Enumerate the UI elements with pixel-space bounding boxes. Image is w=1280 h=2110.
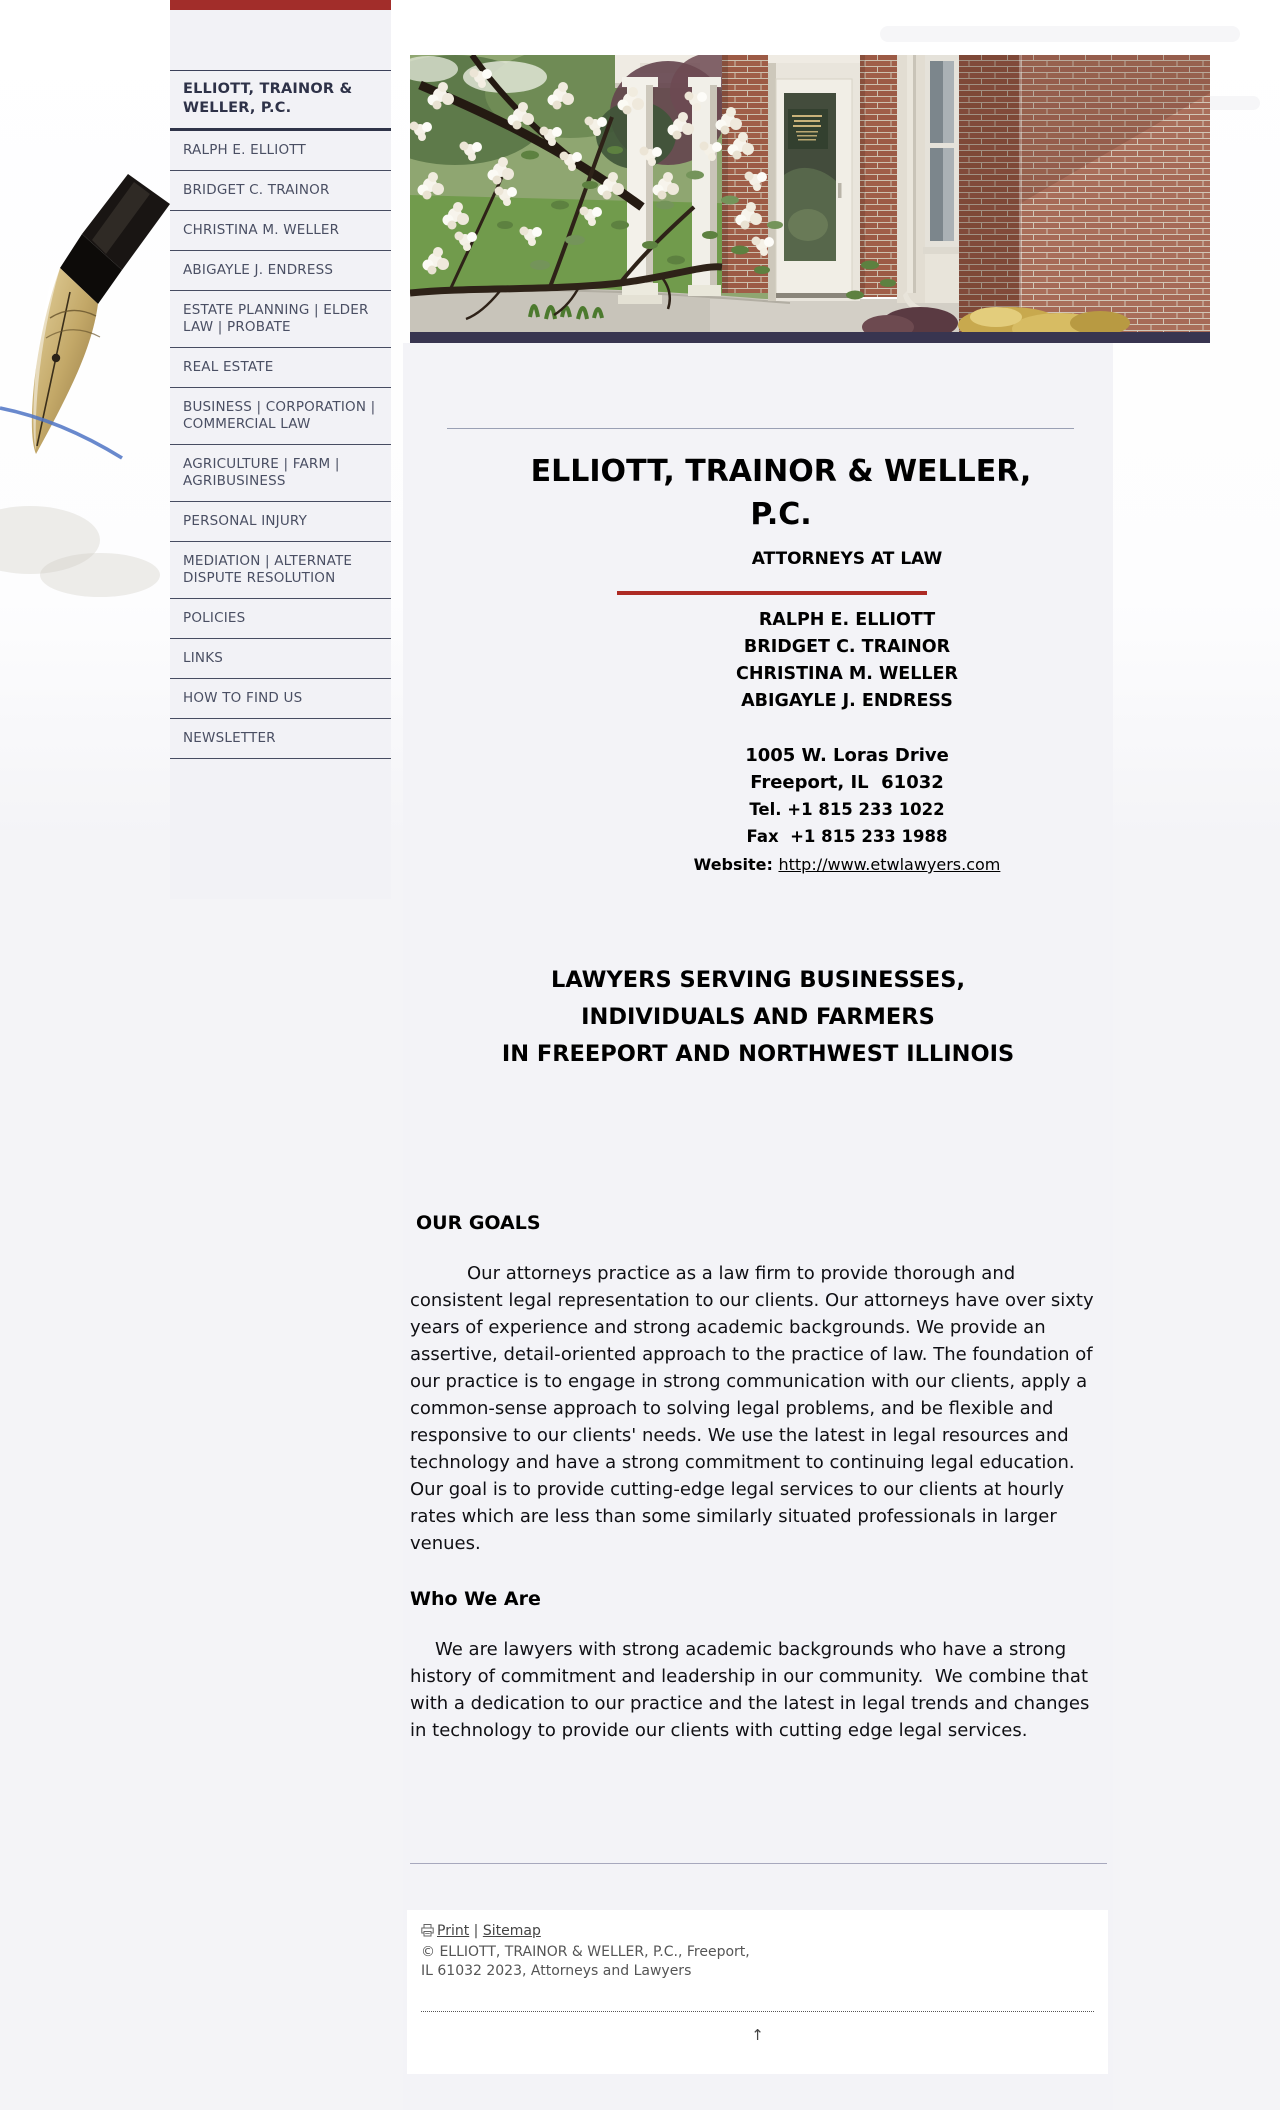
phone-number: Tel. +1 815 233 1022 — [749, 800, 945, 819]
printer-icon — [421, 1924, 434, 1937]
website-line — [581, 850, 1113, 879]
footer — [407, 1910, 1108, 2074]
office-entrance-photo — [410, 55, 1210, 332]
attorney-name: RALPH E. ELLIOTT — [758, 610, 936, 630]
sidebar-item-bridget-trainor[interactable]: BRIDGET C. TRAINOR — [170, 171, 391, 211]
tagline-line2: INDIVIDUALS AND FARMERS — [581, 1004, 935, 1030]
attorney-name: CHRISTINA M. WELLER — [736, 664, 958, 684]
red-divider — [617, 591, 927, 595]
banner-navy-bar — [410, 332, 1210, 343]
firm-name-line2: P.C. — [750, 497, 812, 532]
copyright-text: © ELLIOTT, TRAINOR & WELLER, P.C., Freeport, IL 61032 2023, Attorneys and Lawyers — [421, 1944, 750, 1979]
sidebar-item-business-law[interactable]: BUSINESS | CORPORATION | COMMERCIAL LAW — [170, 388, 391, 445]
attorney-name: ABIGAYLE J. ENDRESS — [741, 691, 953, 711]
attorney-list — [403, 607, 1113, 715]
sidebar-item-agriculture[interactable]: AGRICULTURE | FARM | AGRIBUSINESS — [170, 445, 391, 502]
firm-header — [403, 450, 1113, 879]
fax-number: Fax +1 815 233 1988 — [746, 827, 948, 846]
print-link[interactable]: Print — [437, 1923, 470, 1939]
fountain-pen-image — [0, 170, 190, 600]
main-copy — [410, 1212, 1107, 1744]
back-to-top-arrow[interactable]: ↑ — [751, 2026, 764, 2044]
who-we-are-paragraph: We are lawyers with strong academic backgrounds who have a strong history of commitment and leadership in our community. We combine that with a dedication to our practice and the latest in legal trends and changes in technology to provide our clients with cutting edge legal services. — [410, 1639, 1090, 1741]
sidebar-item-christina-weller[interactable]: CHRISTINA M. WELLER — [170, 211, 391, 251]
paper-streak — [880, 26, 1240, 42]
sidebar-item-links[interactable]: LINKS — [170, 639, 391, 679]
sidebar-accent-bar — [170, 0, 391, 10]
contact-block — [403, 742, 1113, 879]
sidebar-item-abigayle-endress[interactable]: ABIGAYLE J. ENDRESS — [170, 251, 391, 291]
attorney-name: BRIDGET C. TRAINOR — [743, 637, 951, 657]
office-entrance-photo-art — [410, 55, 1210, 332]
address-line1: 1005 W. Loras Drive — [745, 745, 949, 766]
firm-subtitle: ATTORNEYS AT LAW — [751, 549, 943, 569]
sidebar-spacer — [170, 10, 391, 70]
sidebar-item-estate-planning[interactable]: ESTATE PLANNING | ELDER LAW | PROBATE — [170, 291, 391, 348]
who-we-are-heading: Who We Are — [410, 1588, 541, 1610]
sidebar-item-home-active[interactable]: ELLIOTT, TRAINOR & WELLER, P.C. — [170, 70, 391, 131]
sidebar-item-real-estate[interactable]: REAL ESTATE — [170, 348, 391, 388]
website-link[interactable]: http://www.etwlawyers.com — [778, 855, 1001, 874]
footer-dotted-divider — [421, 2011, 1094, 2012]
sidebar-item-newsletter[interactable]: NEWSLETTER — [170, 719, 391, 759]
address-line2: Freeport, IL 61032 — [750, 772, 944, 793]
sidebar-item-how-to-find-us[interactable]: HOW TO FIND US — [170, 679, 391, 719]
header-divider — [447, 428, 1074, 429]
tagline-line3: IN FREEPORT AND NORTHWEST ILLINOIS — [501, 1041, 1015, 1067]
website-label: Website: — [693, 855, 779, 874]
tagline-line1: LAWYERS SERVING BUSINESSES, — [550, 967, 966, 993]
sidebar-nav — [170, 0, 391, 899]
footer-link-separator: | — [473, 1923, 479, 1939]
sidebar-item-ralph-elliott[interactable]: RALPH E. ELLIOTT — [170, 131, 391, 171]
goals-paragraph: Our attorneys practice as a law firm to provide thorough and consistent legal representation to our clients. Our attorneys have over sixty years of experience and strong academic backgrounds. We provide an assertive, detail-oriented approach to the practice of law. The foundation of our practice is to engage in strong communication with our clients, apply a common-sense approach to solving legal problems, and be flexible and responsive to our clients' needs. We use the latest in legal resources and technology and have a strong commitment to continuing legal education. Our goal is to provide cutting-edge legal services to our clients at hourly rates which are less than some similarly situated professionals in larger venues. — [410, 1263, 1094, 1554]
pre-footer-divider — [410, 1863, 1107, 1864]
sidebar-item-policies[interactable]: POLICIES — [170, 599, 391, 639]
sidebar-item-personal-injury[interactable]: PERSONAL INJURY — [170, 502, 391, 542]
tagline — [403, 962, 1113, 1073]
sitemap-link[interactable]: Sitemap — [482, 1923, 541, 1939]
footer-links — [421, 1922, 1094, 1940]
sidebar-item-mediation[interactable]: MEDIATION | ALTERNATE DISPUTE RESOLUTION — [170, 542, 391, 599]
goals-heading: OUR GOALS — [416, 1212, 541, 1234]
firm-name-line1: ELLIOTT, TRAINOR & WELLER, — [530, 454, 1032, 489]
